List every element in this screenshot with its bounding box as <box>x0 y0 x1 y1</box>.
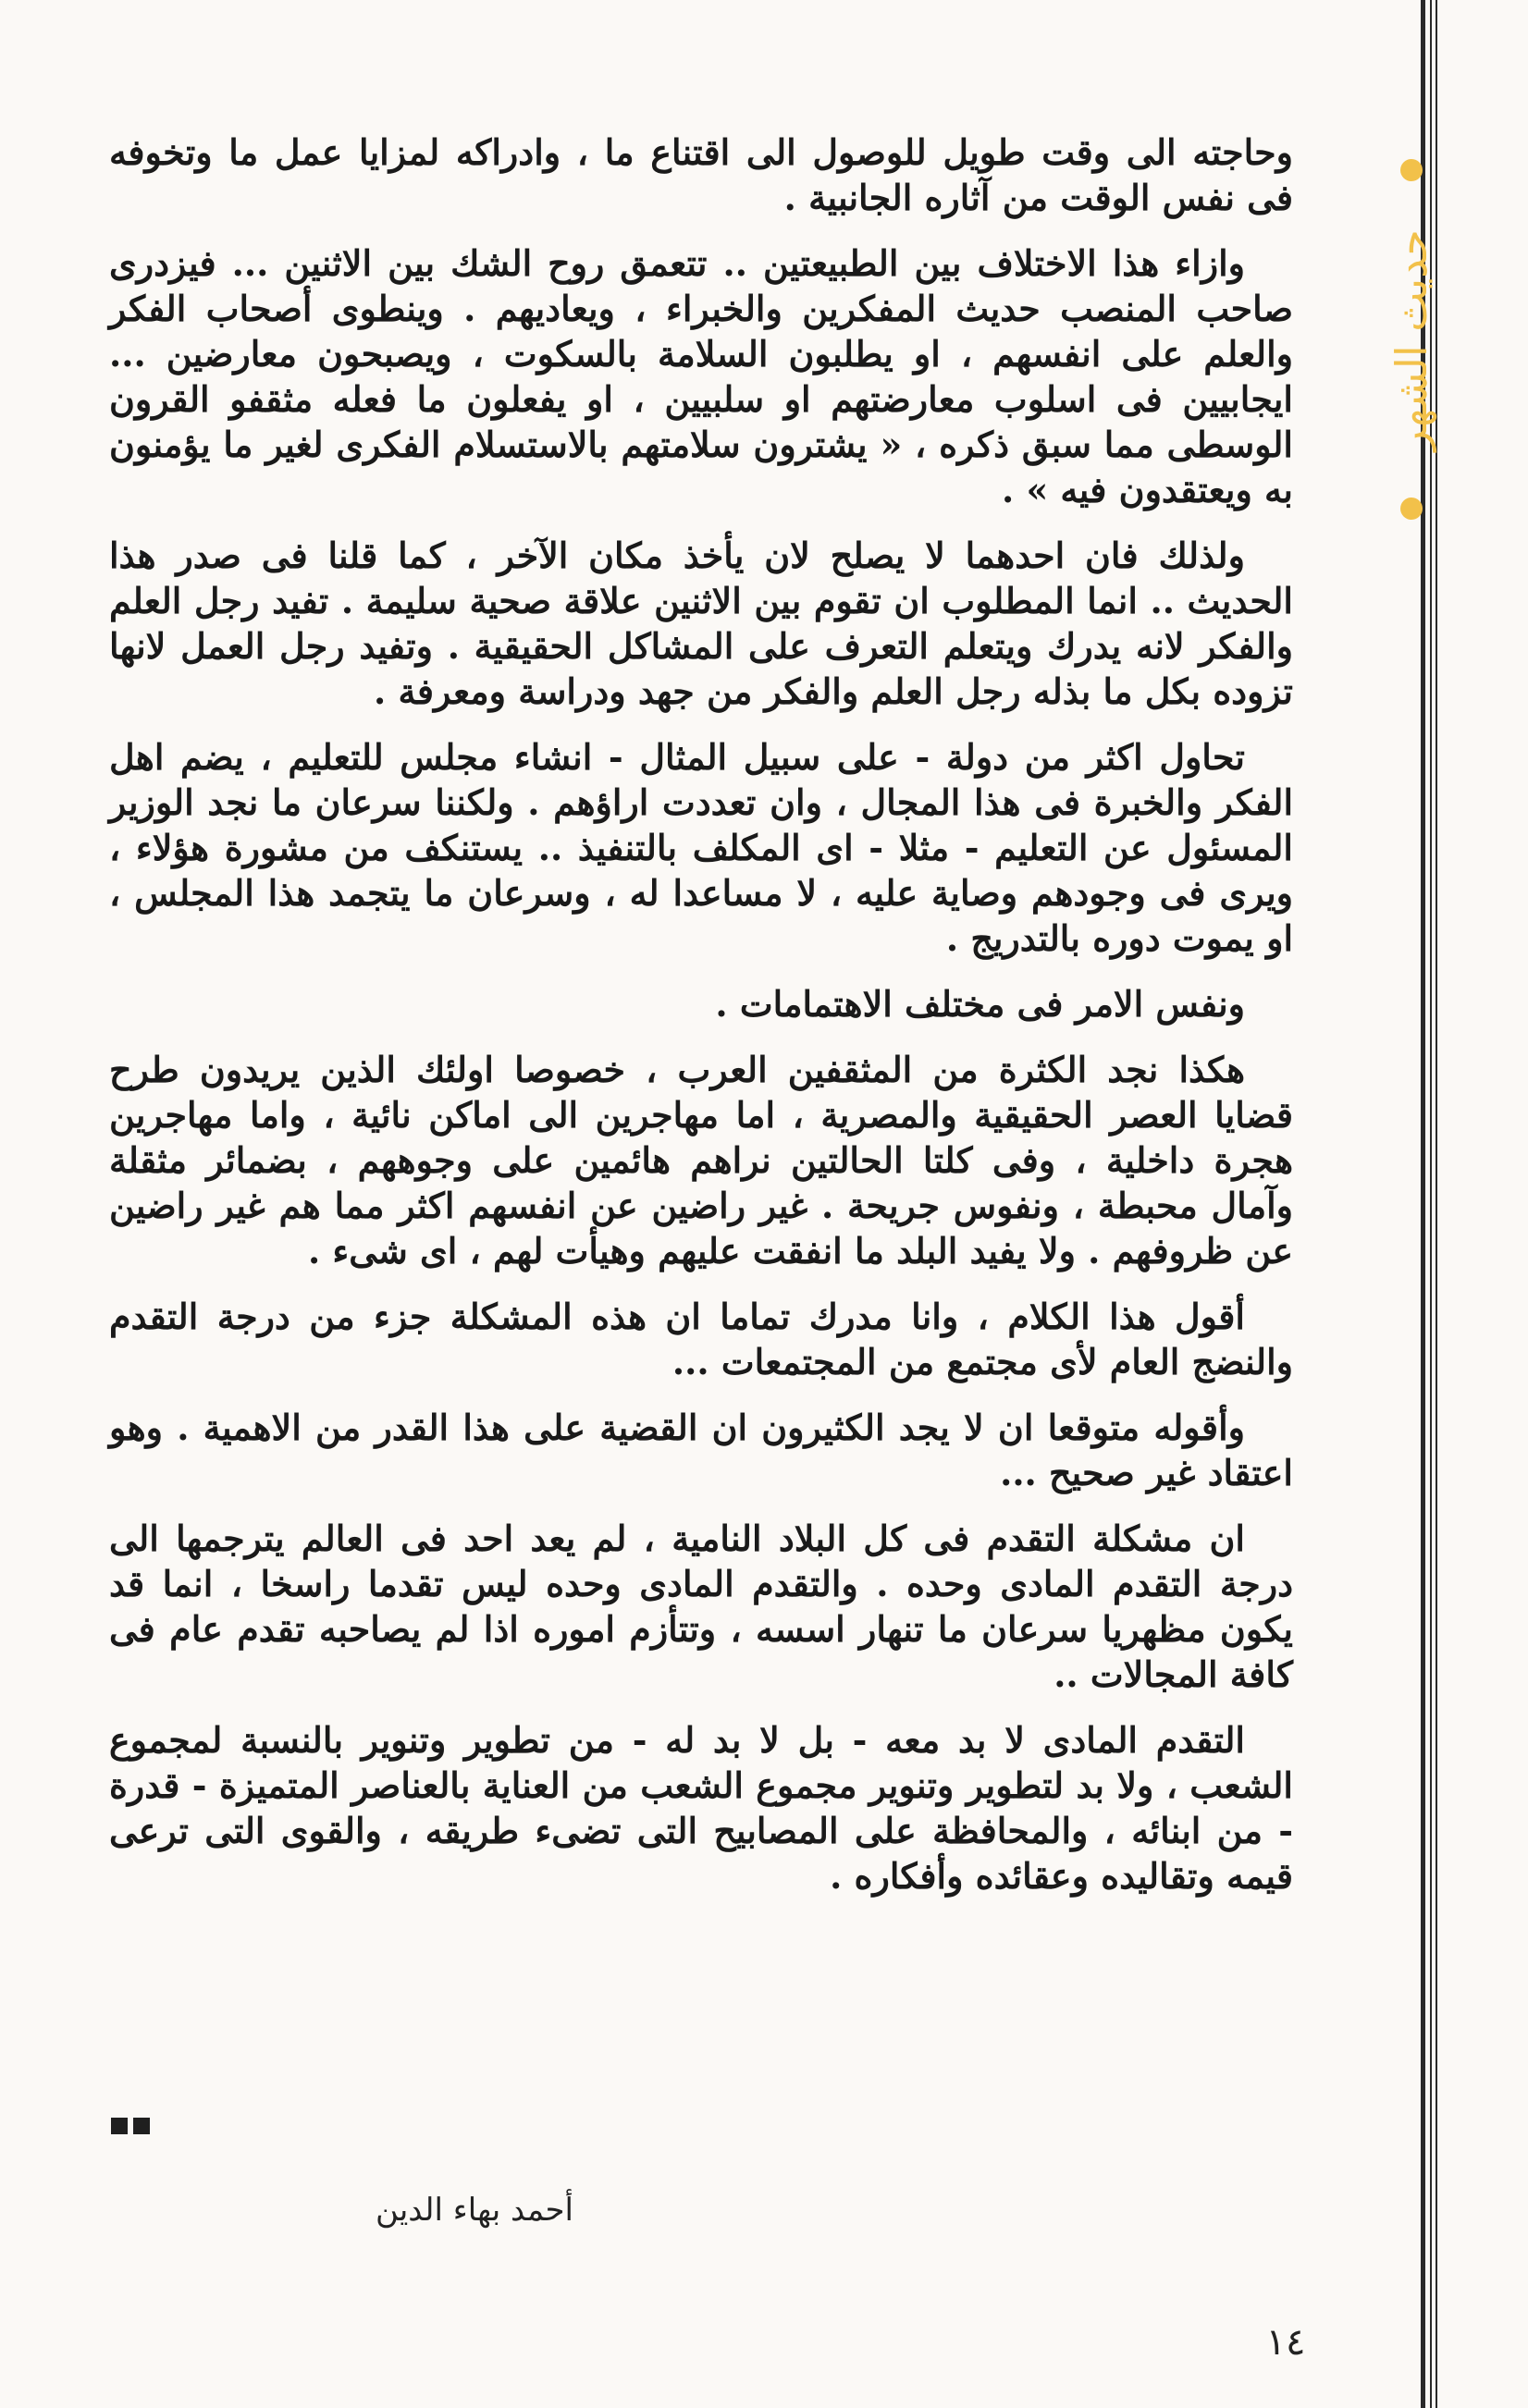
paragraph: تحاول اكثر من دولة - على سبيل المثال - انشاء مجلس للتعليم ، يضم اهل الفكر والخبرة فى هذا المجال ، وان تعددت اراؤهم . ولكننا سرعان ما نجد الوزير المسئول عن التعليم - مثلا - اى المكلف بالتنفيذ .. يستنكف من مشورة هؤلاء ، ويرى فى وجودهم وصاية عليه ، لا مساعدا له ، وسرعان ما يتجمد هذا المجلس ، او يموت دوره بالتدريج . <box>109 736 1293 959</box>
page-number: ١٤ <box>1265 2321 1306 2364</box>
section-dot-bottom <box>1400 498 1423 520</box>
section-label-text: حديث الشهر <box>1386 229 1436 451</box>
paragraph: ولذلك فان احدهما لا يصلح لان يأخذ مكان الآخر ، كما قلنا فى صدر هذا الحديث .. انما المطلوب ان تقوم بين الاثنين علاقة صحية سليمة . تفيد رجل العلم والفكر لانه يدرك ويتعلم التعرف على المشاكل الحقيقية . وتفيد رجل العمل لانها تزوده بكل ما بذله رجل العلم والفكر من جهد ودراسة ومعرفة . <box>109 534 1293 712</box>
paragraph: هكذا نجد الكثرة من المثقفين العرب ، خصوصا اولئك الذين يريدون طرح قضايا العصر الحقيقية والمصرية ، اما مهاجرين الى اماكن نائية ، واما مهاجرين هجرة داخلية ، وفى كلتا الحالتين نراهم هائمين على وجوههم ، بضمائر مثقلة وآمال محبطة ، ونفوس جريحة . غير راضين عن انفسهم اكثر مما هم غير راضين عن ظروفهم . ولا يفيد البلد ما انفقت عليهم وهيأت لهم ، اى شىء . <box>109 1049 1293 1272</box>
end-square-icon <box>111 2118 128 2134</box>
author-signature: أحمد بهاء الدين <box>375 2192 573 2229</box>
paragraph: التقدم المادى لا بد معه - بل لا بد له - من تطوير وتنوير بالنسبة لمجموع الشعب ، ولا بد لتطوير وتنوير مجموع الشعب من العناية بالعناصر المتميزة - قدرة - من ابنائه ، والمحافظة على المصابيح التى تضىء طريقه ، والقوى التى ترعى قيمه وتقاليده وعقائده وأفكاره . <box>109 1719 1293 1897</box>
paragraph: ان مشكلة التقدم فى كل البلاد النامية ، لم يعد احد فى العالم يترجمها الى درجة التقدم المادى وحده . والتقدم المادى وحده ليس تقدما راسخا ، انما قد يكون مظهريا سرعان ما تنهار اسسه ، وتتأزم اموره اذا لم يصاحبه تقدم عام فى كافة المجالات .. <box>109 1517 1293 1695</box>
paragraph: ونفس الامر فى مختلف الاهتمامات . <box>715 983 1245 1025</box>
end-of-article-mark <box>111 2118 150 2134</box>
paragraph: أقول هذا الكلام ، وانا مدرك تماما ان هذه المشكلة جزء من درجة التقدم والنضج العام لأى مجتمع من المجتمعات ... <box>109 1296 1293 1382</box>
paragraph: وازاء هذا الاختلاف بين الطبيعتين .. تتعمق روح الشك بين الاثنين ... فيزدرى صاحب المنصب حديث المفكرين والخبراء ، ويعاديهم . وينطوى أصحاب الفكر والعلم على انفسهم ، او يطلبون السلامة بالسكوت ، ويصبحون معارضين ... ايجابيين فى اسلوب معارضتهم او سلبيين ، او يفعلون ما فعله مثقفو القرون الوسطى مما سبق ذكره ، « يشترون سلامتهم بالاستسلام الفكرى لغير ما يؤمنون به ويعتقدون فيه » . <box>109 242 1293 510</box>
section-label <box>1380 157 1454 527</box>
paragraph: وأقوله متوقعا ان لا يجد الكثيرون ان القضية على هذا القدر من الاهمية . وهو اعتقاد غير صحيح ... <box>109 1407 1293 1493</box>
section-dot-top <box>1400 159 1423 181</box>
paragraph: وحاجته الى وقت طويل للوصول الى اقتناع ما ، وادراكه لمزايا عمل ما وتخوفه فى نفس الوقت من آثاره الجانبية . <box>109 131 1293 218</box>
end-square-icon <box>133 2118 150 2134</box>
article-body <box>109 129 1293 1919</box>
